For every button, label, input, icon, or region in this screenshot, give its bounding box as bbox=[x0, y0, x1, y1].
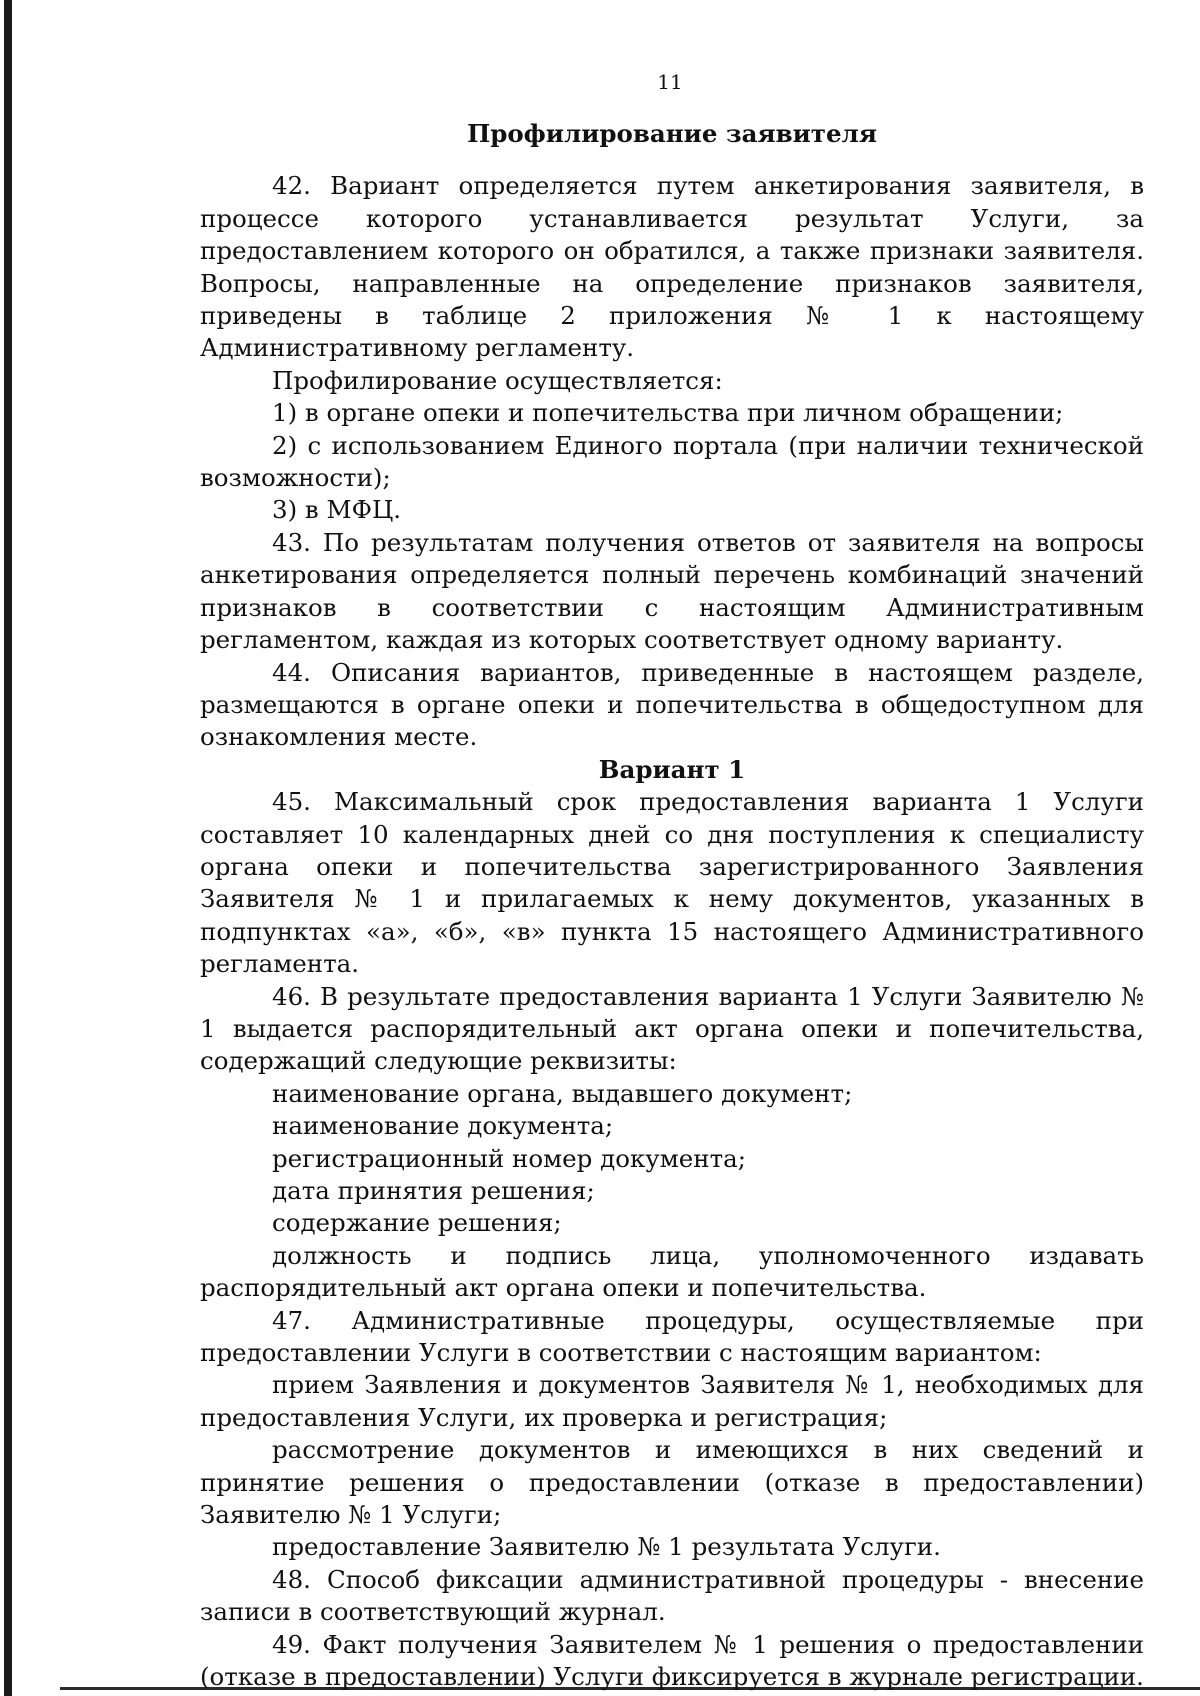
scan-left-edge bbox=[4, 0, 12, 1696]
requisite-item: регистрационный номер документа; bbox=[272, 1143, 746, 1173]
page-number: 11 bbox=[657, 70, 683, 94]
requisite-item: наименование органа, выдавшего документ; bbox=[272, 1078, 853, 1108]
paragraph-44: 44. Описания вариантов, приведенные в настоящем разделе, размещаются в органе опеки и попечительства в общедоступном для ознакомления месте. bbox=[200, 657, 1144, 752]
procedure-item: предоставление Заявителю № 1 результата Услуги. bbox=[272, 1532, 941, 1562]
paragraph-42: 42. Вариант определяется путем анкетирования заявителя, в процессе которого устанавливается результат Услуги, за предоставлением которого он обратился, а также признаки заявителя. Вопросы, направленные на определение признаков заявителя, приведены в таблице 2 приложения № 1 к настоящему Административному регламенту. bbox=[200, 171, 1144, 363]
document-body bbox=[200, 118, 1144, 1694]
procedure-item: рассмотрение документов и имеющихся в них сведений и принятие решения о предоставлении (отказе в предоставлении) Заявителю № 1 Услуги; bbox=[200, 1435, 1144, 1530]
paragraph-profiling-intro: Профилирование осуществляется: bbox=[272, 365, 723, 395]
paragraph-47: 47. Административные процедуры, осуществляемые при предоставлении Услуги в соответствии с настоящим вариантом: bbox=[200, 1305, 1144, 1368]
list-item-2: 2) с использованием Единого портала (при наличии технической возможности); bbox=[200, 430, 1144, 493]
requisite-item: наименование документа; bbox=[272, 1111, 614, 1141]
section-heading: Профилирование заявителя bbox=[467, 119, 877, 148]
paragraph-43: 43. По результатам получения ответов от заявителя на вопросы анкетирования определяется полный перечень комбинаций значений признаков в соответствии с настоящим Административным регламентом, каждая из которых соответствует одному варианту. bbox=[200, 527, 1144, 655]
paragraph-46: 46. В результате предоставления варианта 1 Услуги Заявителю № 1 выдается распорядительный акт органа опеки и попечительства, содержащий следующие реквизиты: bbox=[200, 981, 1144, 1076]
paragraph-45: 45. Максимальный срок предоставления варианта 1 Услуги составляет 10 календарных дней со дня поступления к специалисту органа опеки и попечительства зарегистрированного Заявления Заявителя № 1 и прилагаемых к нему документов, указанных в подпунктах «а», «б», «в» пункта 15 настоящего Административного регламента. bbox=[200, 787, 1144, 979]
variant-heading: Вариант 1 bbox=[598, 754, 746, 784]
requisite-item: содержание решения; bbox=[272, 1208, 562, 1238]
paragraph-49: 49. Факт получения Заявителем № 1 решения о предоставлении (отказе в предоставлении) Услуги фиксируется в журнале регистрации. bbox=[200, 1629, 1144, 1692]
paragraph-48: 48. Способ фиксации административной процедуры - внесение записи в соответствующий журнал. bbox=[200, 1564, 1144, 1627]
list-item-1: 1) в органе опеки и попечительства при личном обращении; bbox=[272, 398, 1064, 428]
list-item-3: 3) в МФЦ. bbox=[272, 495, 402, 525]
procedure-item: прием Заявления и документов Заявителя № 1, необходимых для предоставления Услуги, их проверка и регистрация; bbox=[200, 1370, 1144, 1432]
requisite-item: дата принятия решения; bbox=[272, 1176, 595, 1205]
requisite-item: должность и подпись лица, уполномоченного издавать распорядительный акт органа опеки и попечительства. bbox=[200, 1240, 1144, 1303]
